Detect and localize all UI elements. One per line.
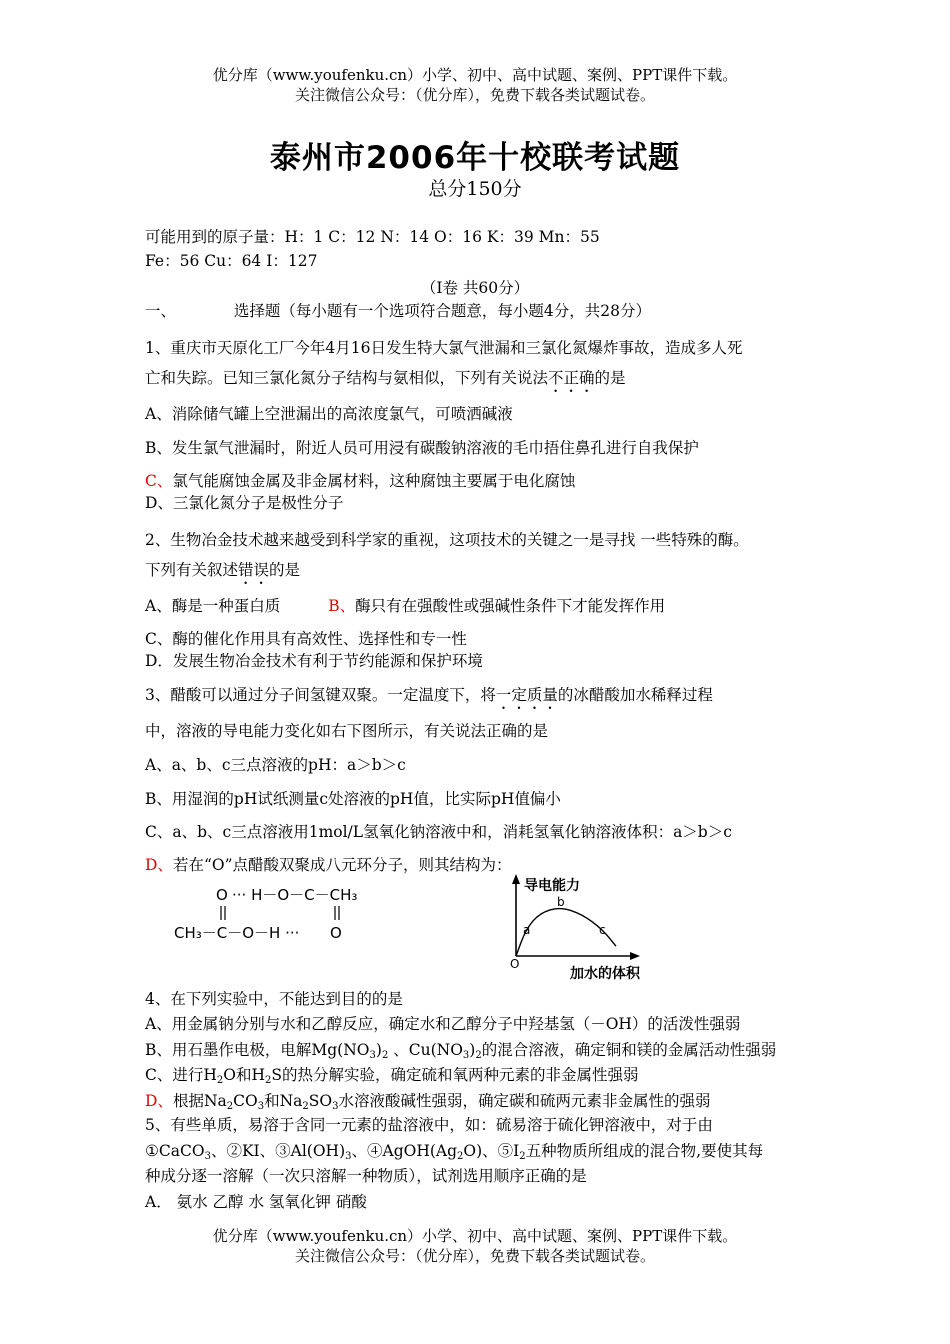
q1-emphasis: 不正确 bbox=[548, 369, 595, 387]
q5-sub-3: 2 bbox=[457, 1151, 464, 1162]
chart-point-label-b: b bbox=[557, 895, 565, 909]
q3-option-b: B、用湿润的pH试纸测量c处溶液的pH值，比实际pH值偏小 bbox=[145, 790, 561, 808]
q2-option-a: A、酶是一种蛋白质 bbox=[145, 597, 281, 615]
chart-y-axis-arrow bbox=[512, 874, 520, 884]
q1-stem-line-2 bbox=[145, 368, 626, 396]
q1-option-b: B、发生氯气泄漏时，附近人员可用浸有碳酸钠溶液的毛巾捂住鼻孔进行自我保护 bbox=[145, 439, 699, 457]
q4-c-sub-1: 2 bbox=[216, 1075, 224, 1086]
q3-option-d-label: D、 bbox=[145, 856, 173, 874]
q4-d-sub-4: 3 bbox=[332, 1101, 339, 1112]
q5-stem-line-1: 5、有些单质，易溶于含同一元素的盐溶液中，如：硫易溶于硫化钾溶液中，对于由 bbox=[145, 1116, 713, 1134]
header-line-1: 优分库（www.youfenku.cn）小学、初中、高中试题、案例、PPT课件下载。 bbox=[212, 66, 738, 84]
dimer-top-chain: ··· H－O－C－CH₃ bbox=[232, 886, 358, 904]
q5-part-4: O)、⑤I bbox=[463, 1142, 520, 1160]
acetic-acid-dimer-structure bbox=[170, 880, 420, 946]
chart-points bbox=[523, 895, 606, 937]
exam-title: 泰州市2006年十校联考试题 bbox=[269, 140, 681, 176]
q4-b-part-4: ) bbox=[469, 1041, 476, 1059]
q2-option-b-text: 酶只有在强酸性或强碱性条件下才能发挥作用 bbox=[355, 597, 666, 615]
q3-stem-tail: 的冰醋酸加水稀释过程 bbox=[557, 686, 713, 704]
q4-c-sub-2: 2 bbox=[265, 1075, 272, 1086]
q4-d-label: D、 bbox=[145, 1092, 173, 1110]
q4-option-c bbox=[145, 1065, 639, 1085]
conductivity-chart bbox=[500, 872, 670, 984]
q4-b-sub-4: 2 bbox=[475, 1050, 482, 1061]
q3-option-c: C、a、b、c三点溶液用1mol/L氢氧化钠溶液中和，消耗氢氧化钠溶液体积：a＞b＞c bbox=[145, 823, 732, 841]
q4-d-part-5: 水溶液酸碱性强弱，确定碳和硫两元素非金属性的强弱 bbox=[338, 1092, 711, 1110]
q5-stem-line-3: 种成分逐一溶解（一次只溶解一种物质），试剂选用顺序正确的是 bbox=[145, 1167, 587, 1185]
q3-emphasis: 一定质量 bbox=[495, 686, 558, 704]
q2-stem-line-1: 2、生物冶金技术越来越受到科学家的重视，这项技术的关键之一是寻找 一些特殊的酶。 bbox=[145, 531, 749, 549]
q1-option-a: A、消除储气罐上空泄漏出的高浓度氯气，可喷洒碱液 bbox=[145, 405, 513, 423]
q5-stem-line-2 bbox=[145, 1141, 763, 1161]
q1-option-c bbox=[145, 471, 575, 491]
q3-option-d bbox=[145, 855, 512, 875]
q3-stem-line-1 bbox=[145, 685, 713, 713]
q4-option-d bbox=[145, 1091, 710, 1111]
q5-option-a: A． 氨水 乙醇 水 氢氧化钾 硝酸 bbox=[145, 1193, 367, 1211]
footer-line-1: 优分库（www.youfenku.cn）小学、初中、高中试题、案例、PPT课件下载。 bbox=[212, 1227, 738, 1245]
chart-y-label: 导电能力 bbox=[524, 878, 580, 894]
q4-d-part-1: 根据Na bbox=[172, 1092, 227, 1110]
q4-b-part-2: ) bbox=[375, 1041, 382, 1059]
q3-option-d-text: 若在“O”点醋酸双聚成八元环分子，则其结构为： bbox=[172, 856, 512, 874]
q5-sub-1: 3 bbox=[204, 1151, 211, 1162]
q2-emphasis: 错误 bbox=[238, 561, 270, 579]
q2-stem-tail: 的是 bbox=[269, 561, 301, 579]
q4-c-part-1: C、进行H bbox=[145, 1066, 217, 1084]
q4-c-part-2: O和H bbox=[223, 1066, 265, 1084]
atomic-masses-line-2: Fe：56 Cu：64 I：127 bbox=[145, 252, 318, 270]
q4-b-part-1: B、用石墨作电极，电解Mg(NO bbox=[145, 1041, 370, 1059]
q2-stem-line-2 bbox=[145, 560, 300, 588]
q5-sub-2: 3 bbox=[345, 1151, 352, 1162]
q3-stem-text: 3、醋酸可以通过分子间氢键双聚。一定温度下，将 bbox=[145, 686, 496, 704]
exam-subtitle: 总分150分 bbox=[428, 178, 522, 200]
q1-stem-line-1: 1、重庆市天原化工厂今年4月16日发生特大氯气泄漏和三氯化氮爆炸事故，造成多人死 bbox=[145, 339, 743, 357]
chart-x-label: 加水的体积 bbox=[570, 966, 640, 982]
q5-sub-4: 2 bbox=[519, 1151, 526, 1162]
q4-d-part-2: CO bbox=[233, 1092, 258, 1110]
q1-option-d: D、三氯化氮分子是极性分子 bbox=[145, 494, 344, 512]
q2-option-ab bbox=[145, 596, 665, 616]
q4-b-sub-3: 3 bbox=[462, 1050, 470, 1061]
q4-option-b bbox=[145, 1040, 776, 1060]
q4-b-part-5: 的混合溶液，确定铜和镁的金属活动性强弱 bbox=[481, 1041, 777, 1059]
q4-stem: 4、在下列实验中，不能达到目的的是 bbox=[145, 990, 403, 1008]
q5-part-2: 、②KI、③Al(OH) bbox=[210, 1142, 346, 1160]
q4-d-sub-1: 2 bbox=[226, 1101, 234, 1112]
q1-option-c-text: 氯气能腐蚀金属及非金属材料，这种腐蚀主要属于电化腐蚀 bbox=[172, 472, 576, 490]
atomic-masses-line-1: 可能用到的原子量：H：1 C：12 N：14 O：16 K：39 Mn：55 bbox=[145, 228, 600, 246]
q2-option-d: D．发展生物冶金技术有利于节约能源和保护环境 bbox=[145, 652, 483, 670]
q5-part-1: ①CaCO bbox=[145, 1142, 205, 1160]
q4-d-sub-2: 3 bbox=[257, 1101, 265, 1112]
q1-stem-text: 亡和失踪。已知三氯化氮分子结构与氨相似，下列有关说法 bbox=[145, 369, 549, 387]
q1-option-c-label: C、 bbox=[145, 472, 173, 490]
q4-d-part-4: SO bbox=[308, 1092, 333, 1110]
q4-c-part-3: S的热分解实验，确定硫和氧两种元素的非金属性强弱 bbox=[271, 1066, 639, 1084]
q5-part-5: 五种物质所组成的混合物,要使其每 bbox=[525, 1142, 764, 1160]
dimer-bottom-oxygen: O bbox=[330, 924, 342, 942]
q4-b-sub-1: 3 bbox=[369, 1050, 376, 1061]
dimer-bottom-chain: CH₃－C－O－H ··· bbox=[174, 924, 300, 942]
header-line-2: 关注微信公众号：（优分库），免费下载各类试题试卷。 bbox=[294, 86, 655, 104]
q4-d-sub-3: 2 bbox=[302, 1101, 309, 1112]
section-label: （Ⅰ卷 共60分） bbox=[420, 279, 530, 297]
q2-stem-text: 下列有关叙述 bbox=[145, 561, 239, 579]
q4-b-sub-2: 2 bbox=[381, 1050, 389, 1061]
q1-stem-tail: 的是 bbox=[594, 369, 626, 387]
chart-point-label-c: c bbox=[599, 923, 606, 937]
part-one-heading bbox=[145, 301, 651, 321]
q3-stem-line-2: 中，溶液的导电能力变化如右下图所示，有关说法正确的是 bbox=[145, 722, 549, 740]
footer-line-2: 关注微信公众号：（优分库），免费下载各类试题试卷。 bbox=[294, 1247, 655, 1265]
q4-option-a: A、用金属钠分别与水和乙醇反应，确定水和乙醇分子中羟基氢（－OH）的活泼性强弱 bbox=[145, 1015, 741, 1033]
chart-x-axis-arrow bbox=[630, 952, 640, 960]
chart-origin-label: O bbox=[510, 957, 520, 971]
dimer-top-oxygen: O bbox=[216, 886, 228, 904]
part-one-number: 一、 bbox=[145, 302, 177, 320]
q5-part-3: 、④AgOH(Ag bbox=[351, 1142, 458, 1160]
q4-d-part-3: 和Na bbox=[264, 1092, 303, 1110]
q3-option-a: A、a、b、c三点溶液的pH：a＞b＞c bbox=[145, 756, 406, 774]
q2-option-c: C、酶的催化作用具有高效性、选择性和专一性 bbox=[145, 630, 467, 648]
q4-b-part-3: 、Cu(NO bbox=[388, 1041, 463, 1059]
part-one-text: 选择题（每小题有一个选项符合题意，每小题4分，共28分） bbox=[233, 302, 651, 320]
chart-point-label-a: a bbox=[523, 923, 531, 937]
q2-option-b-label: B、 bbox=[328, 597, 356, 615]
